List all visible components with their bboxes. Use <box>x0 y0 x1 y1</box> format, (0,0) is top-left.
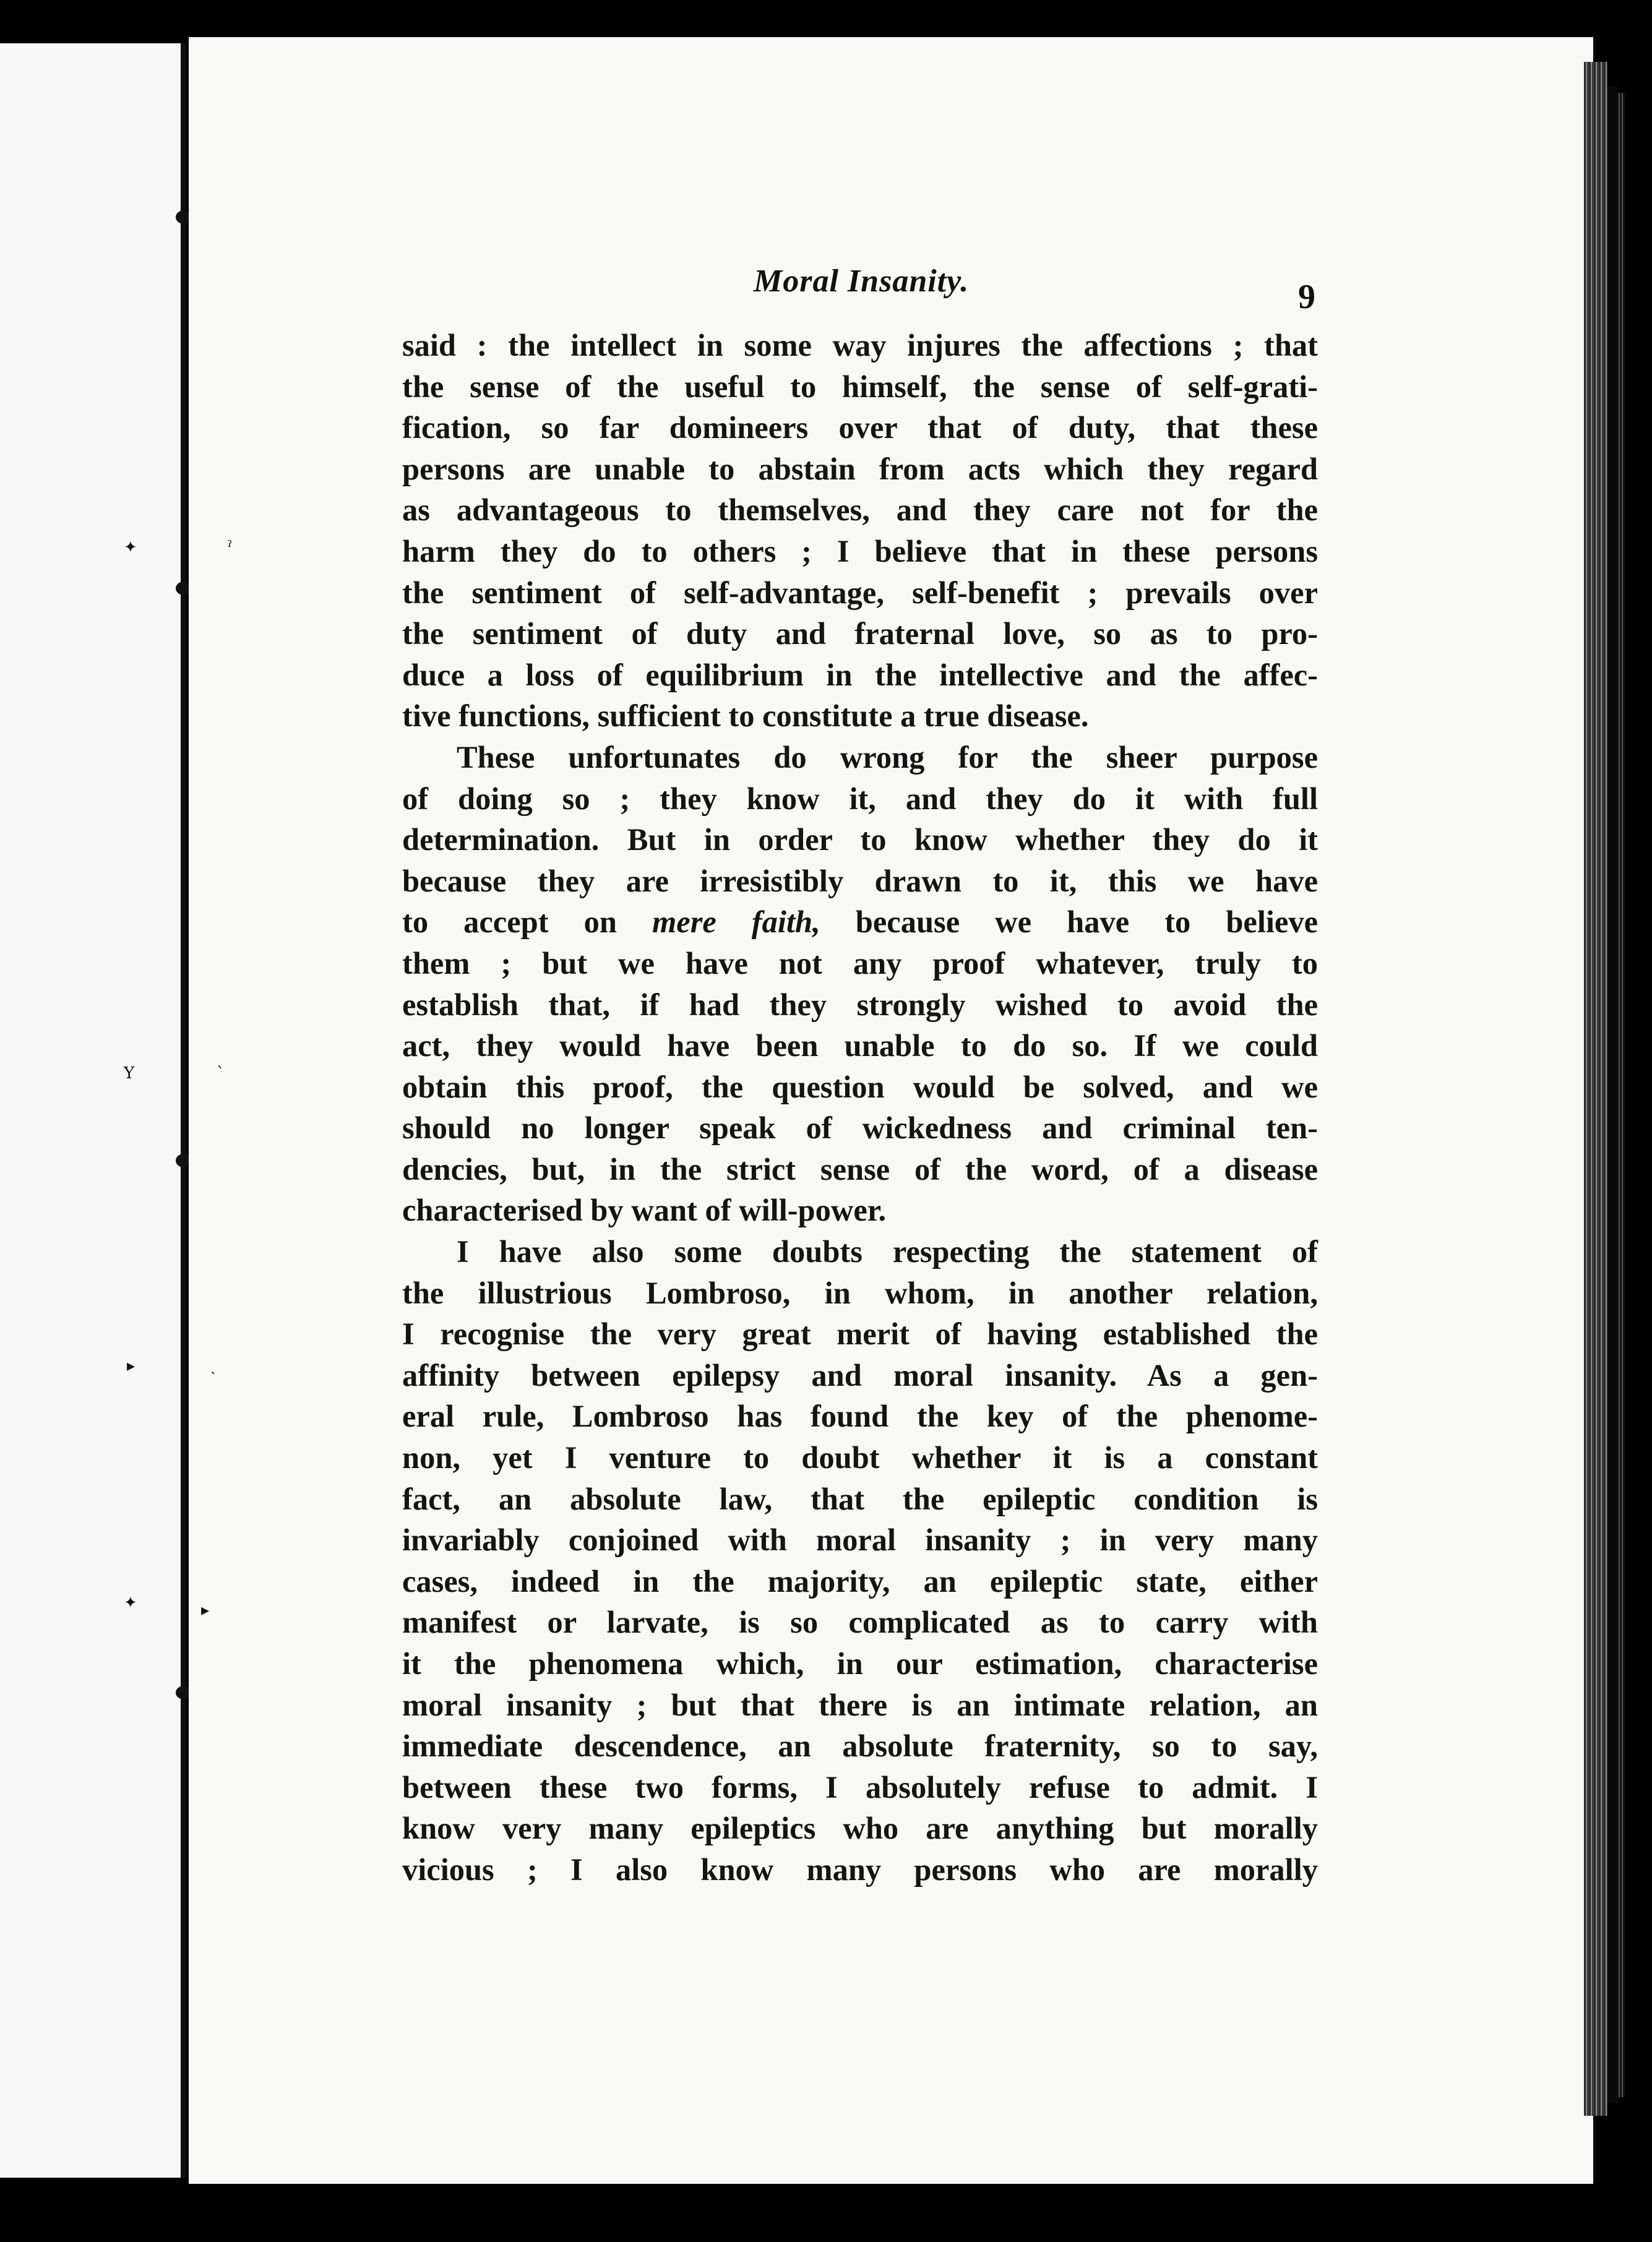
text-segment: persons are unable to abstain from acts which they regard <box>402 451 1318 486</box>
text-line <box>402 655 1318 696</box>
text-segment: eral rule, Lombroso has found the key of the phenome- <box>402 1399 1318 1434</box>
binding-gutter <box>181 43 186 2178</box>
text-segment: the illustrious Lombroso, in whom, in another relation, <box>402 1275 1318 1310</box>
text-line <box>402 1107 1318 1149</box>
text-line <box>402 984 1318 1026</box>
text-line <box>402 531 1318 572</box>
text-line <box>402 1025 1318 1067</box>
text-line <box>402 366 1318 408</box>
text-line <box>402 449 1318 490</box>
text-segment: vicious ; I also know many persons who are morally <box>402 1852 1318 1887</box>
margin-mark: ▸ <box>201 1601 210 1620</box>
text-line <box>402 1231 1318 1273</box>
text-line <box>402 943 1318 984</box>
text-line <box>402 1479 1318 1520</box>
text-segment: moral insanity ; but that there is an intimate relation, an <box>402 1687 1318 1722</box>
text-line <box>402 1396 1318 1437</box>
text-line <box>402 1685 1318 1726</box>
text-segment: establish that, if had they strongly wished to avoid the <box>402 987 1318 1022</box>
italic-phrase: mere faith, <box>652 904 820 940</box>
text-line <box>402 613 1318 655</box>
text-segment: duce a loss of equilibrium in the intellective and the affec- <box>402 657 1318 692</box>
page-block-outer-edge <box>1619 93 1625 2097</box>
page-block-edge <box>1584 62 1607 2116</box>
text-segment: immediate descendence, an absolute fraternity, so to say, <box>402 1729 1318 1764</box>
text-line <box>402 1190 1318 1231</box>
text-line <box>402 1849 1318 1891</box>
text-segment: between these two forms, I absolutely refuse to admit. I <box>402 1769 1318 1805</box>
text-segment: manifest or larvate, is so complicated as to carry with <box>402 1605 1318 1640</box>
text-segment: I recognise the very great merit of having established the <box>402 1316 1318 1352</box>
text-segment: harm they do to others ; I believe that in these persons <box>402 533 1318 569</box>
running-head: Moral Insanity. <box>754 264 970 299</box>
text-segment: them ; but we have not any proof whatever, truly to <box>402 945 1318 981</box>
text-segment: the sentiment of self-advantage, self-benefit ; prevails over <box>402 575 1318 610</box>
body-text <box>402 325 1318 1891</box>
text-segment: I have also some doubts respecting the statement of <box>457 1234 1318 1269</box>
text-line <box>402 778 1318 820</box>
text-segment: fact, an absolute law, that the epileptic condition is <box>402 1481 1318 1516</box>
text-segment: because we have to believe <box>820 904 1318 940</box>
text-segment: determination. But in order to know whether they do it <box>402 822 1318 857</box>
page-block-shadow <box>1607 87 1619 2103</box>
text-line <box>402 1643 1318 1685</box>
text-segment: it the phenomena which, in our estimation, characterise <box>402 1646 1318 1681</box>
margin-mark: Y <box>124 1064 135 1083</box>
margin-mark: ▸ <box>127 1357 136 1375</box>
text-segment: should no longer speak of wickedness and criminal ten- <box>402 1110 1318 1146</box>
text-line <box>402 572 1318 614</box>
text-segment: know very many epileptics who are anything but morally <box>402 1811 1318 1846</box>
margin-mark: ˋ <box>217 1064 225 1083</box>
text-segment: fication, so far domineers over that of duty, that these <box>402 410 1318 445</box>
text-segment: dencies, but, in the strict sense of the word, of a disease <box>402 1151 1318 1187</box>
text-segment: affinity between epilepsy and moral insanity. As a gen- <box>402 1357 1318 1393</box>
text-line <box>402 695 1318 737</box>
text-segment: characterised by want of will-power. <box>402 1193 887 1228</box>
margin-mark: ✦ <box>124 1594 137 1612</box>
text-line <box>402 1067 1318 1108</box>
text-line <box>402 1725 1318 1767</box>
text-segment: the sense of the useful to himself, the sense of self-grati- <box>402 369 1318 404</box>
text-line <box>402 407 1318 449</box>
text-segment: the sentiment of duty and fraternal love, so as to pro- <box>402 616 1318 651</box>
text-segment: invariably conjoined with moral insanity ; in very many <box>402 1523 1318 1558</box>
text-line <box>402 1561 1318 1602</box>
text-line <box>402 1437 1318 1479</box>
text-line <box>402 1149 1318 1190</box>
text-line <box>402 489 1318 531</box>
page-number: 9 <box>1298 278 1315 316</box>
text-line <box>402 1273 1318 1314</box>
text-segment: because they are irresistibly drawn to it, this we have <box>402 863 1318 898</box>
text-line <box>402 737 1318 778</box>
facing-page-edge <box>0 43 186 2178</box>
text-line <box>402 1313 1318 1355</box>
margin-mark: ✦ <box>124 538 137 557</box>
text-line <box>402 901 1318 943</box>
text-line <box>402 1767 1318 1808</box>
text-segment: as advantageous to themselves, and they care not for the <box>402 492 1318 528</box>
text-segment: non, yet I venture to doubt whether it is a constant <box>402 1440 1318 1475</box>
margin-mark: ˎ <box>210 1357 216 1375</box>
text-segment: These unfortunates do wrong for the sheer purpose <box>457 739 1318 775</box>
text-segment: obtain this proof, the question would be solved, and we <box>402 1069 1318 1104</box>
text-line <box>402 1602 1318 1643</box>
text-line <box>402 325 1318 366</box>
margin-mark: ˀ <box>228 538 233 557</box>
text-line <box>402 861 1318 902</box>
text-segment: cases, indeed in the majority, an epileptic state, either <box>402 1563 1318 1599</box>
text-line <box>402 1808 1318 1849</box>
text-segment: said : the intellect in some way injures the affections ; that <box>402 328 1318 363</box>
text-line <box>402 819 1318 861</box>
text-segment: to accept on <box>402 904 653 940</box>
text-line <box>402 1355 1318 1396</box>
text-segment: act, they would have been unable to do so. If we could <box>402 1028 1318 1063</box>
text-line <box>402 1519 1318 1561</box>
text-segment: tive functions, sufficient to constitute a true disease. <box>402 698 1089 734</box>
text-segment: of doing so ; they know it, and they do it with full <box>402 781 1318 816</box>
